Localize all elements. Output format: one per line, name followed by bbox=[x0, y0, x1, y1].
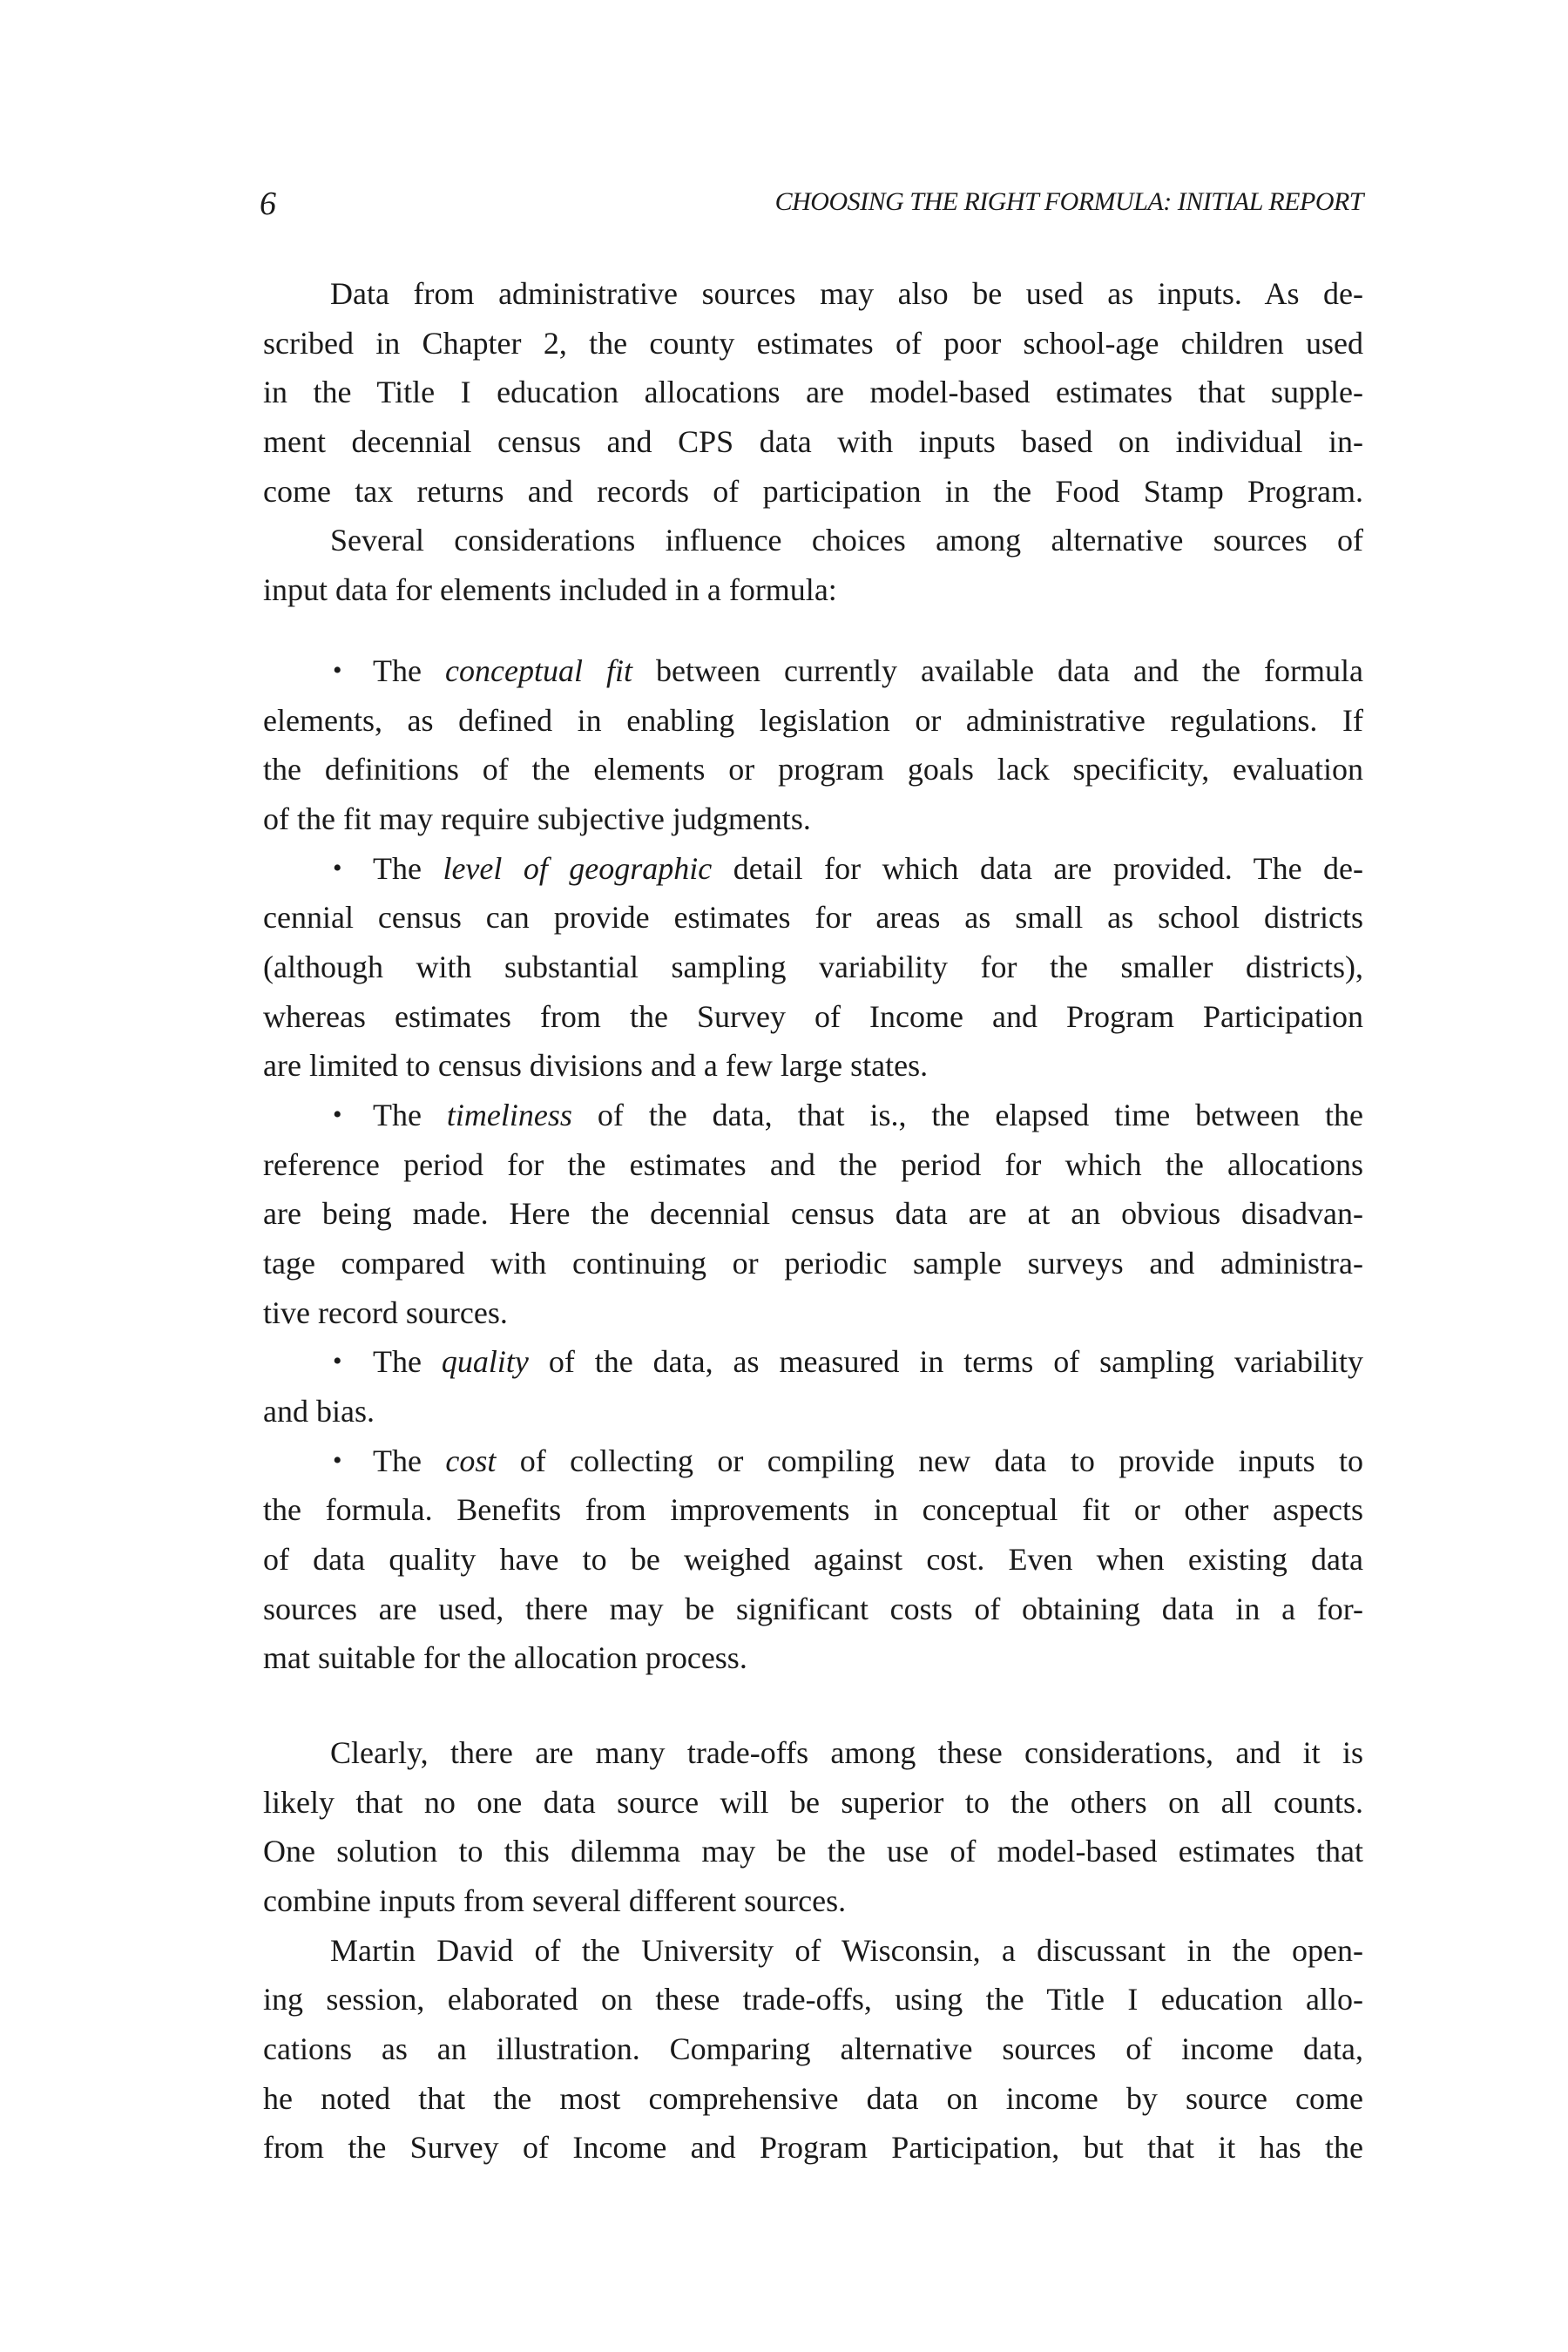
bullet-lead: The bbox=[373, 1443, 446, 1478]
text-line: cations as an illustration. Comparing alternative sources of income data, bbox=[263, 2031, 1363, 2066]
text-line: (although with substantial sampling variability for the smaller districts), bbox=[263, 950, 1363, 984]
bullet-lead: The bbox=[373, 1098, 447, 1132]
text-line: sources are used, there may be significant costs of obtaining data in a for- bbox=[263, 1592, 1363, 1626]
text-line: mat suitable for the allocation process. bbox=[263, 1640, 747, 1675]
text-line: One solution to this dilemma may be the use of model-based estimates that bbox=[263, 1834, 1363, 1869]
text-line: of data quality have to be weighed against cost. Even when existing data bbox=[263, 1542, 1363, 1577]
bullet-icon: • bbox=[333, 1100, 342, 1129]
text-line: elements, as defined in enabling legislation or administrative regulations. If bbox=[263, 703, 1363, 738]
text-line: the formula. Benefits from improvements in conceptual fit or other aspects bbox=[263, 1492, 1363, 1527]
bullet-first-line bbox=[373, 1442, 1363, 1480]
bullet-lead: The bbox=[373, 1344, 442, 1379]
bullet-icon: • bbox=[333, 656, 342, 685]
bullet-text: of the data, that is., the elapsed time between the bbox=[571, 1098, 1364, 1132]
text-line: ing session, elaborated on these trade-offs, using the Title I education allo- bbox=[263, 1982, 1363, 2017]
text-line: cennial census can provide estimates for areas as small as school districts bbox=[263, 900, 1363, 935]
text-line: in the Title I education allocations are model-based estimates that supple- bbox=[263, 375, 1363, 409]
emphasis-term: cost bbox=[445, 1443, 497, 1478]
bullet-text: detail for which data are provided. The de- bbox=[712, 851, 1364, 886]
page-number: 6 bbox=[260, 186, 276, 222]
text-line: come tax returns and records of participation in the Food Stamp Program. bbox=[263, 474, 1363, 509]
text-line: input data for elements included in a formula: bbox=[263, 572, 837, 607]
text-line: Several considerations influence choices among alternative sources of bbox=[330, 523, 1363, 558]
text-line: Data from administrative sources may also be used as inputs. As de- bbox=[330, 276, 1363, 311]
bullet-text: of collecting or compiling new data to provide inputs to bbox=[496, 1443, 1364, 1478]
text-line: from the Survey of Income and Program Participation, but that it has the bbox=[263, 2130, 1363, 2165]
emphasis-term: quality bbox=[441, 1344, 529, 1379]
text-line: Martin David of the University of Wisconsin, a discussant in the open- bbox=[330, 1933, 1363, 1968]
text-line: are being made. Here the decennial census data are at an obvious disadvan- bbox=[263, 1196, 1363, 1231]
text-line: the definitions of the elements or program goals lack specificity, evaluation bbox=[263, 752, 1363, 787]
text-line: tage compared with continuing or periodic sample surveys and administra- bbox=[263, 1246, 1363, 1281]
emphasis-term: level of geographic bbox=[443, 851, 713, 886]
bullet-text: of the data, as measured in terms of sampling variability bbox=[528, 1344, 1363, 1379]
text-line: combine inputs from several different sources. bbox=[263, 1883, 847, 1918]
text-line: tive record sources. bbox=[263, 1295, 508, 1330]
text-line: whereas estimates from the Survey of Income and Program Participation bbox=[263, 999, 1363, 1034]
bullet-icon: • bbox=[333, 854, 342, 882]
text-line: are limited to census divisions and a few large states. bbox=[263, 1048, 929, 1083]
bullet-first-line bbox=[373, 652, 1363, 690]
running-header: CHOOSING THE RIGHT FORMULA: INITIAL REPORT bbox=[774, 187, 1363, 216]
text-line: of the fit may require subjective judgments. bbox=[263, 801, 811, 836]
text-line: ment decennial census and CPS data with inputs based on individual in- bbox=[263, 424, 1363, 459]
emphasis-term: conceptual fit bbox=[445, 653, 633, 688]
bullet-first-line bbox=[373, 1342, 1363, 1381]
text-line: reference period for the estimates and the period for which the allocations bbox=[263, 1147, 1363, 1182]
bullet-text: between currently available data and the formula bbox=[632, 653, 1364, 688]
text-line: Clearly, there are many trade-offs among these considerations, and it is bbox=[330, 1735, 1363, 1770]
text-line: scribed in Chapter 2, the county estimates of poor school-age children used bbox=[263, 326, 1363, 361]
bullet-lead: The bbox=[373, 851, 443, 886]
bullet-icon: • bbox=[333, 1446, 342, 1475]
emphasis-term: timeliness bbox=[446, 1098, 572, 1132]
text-line: likely that no one data source will be superior to the others on all counts. bbox=[263, 1785, 1363, 1820]
bullet-icon: • bbox=[333, 1347, 342, 1375]
bullet-first-line bbox=[373, 1096, 1363, 1134]
bullet-first-line bbox=[373, 849, 1363, 888]
text-line: he noted that the most comprehensive data on income by source come bbox=[263, 2081, 1363, 2116]
bullet-lead: The bbox=[373, 653, 446, 688]
text-line: and bias. bbox=[263, 1394, 375, 1429]
